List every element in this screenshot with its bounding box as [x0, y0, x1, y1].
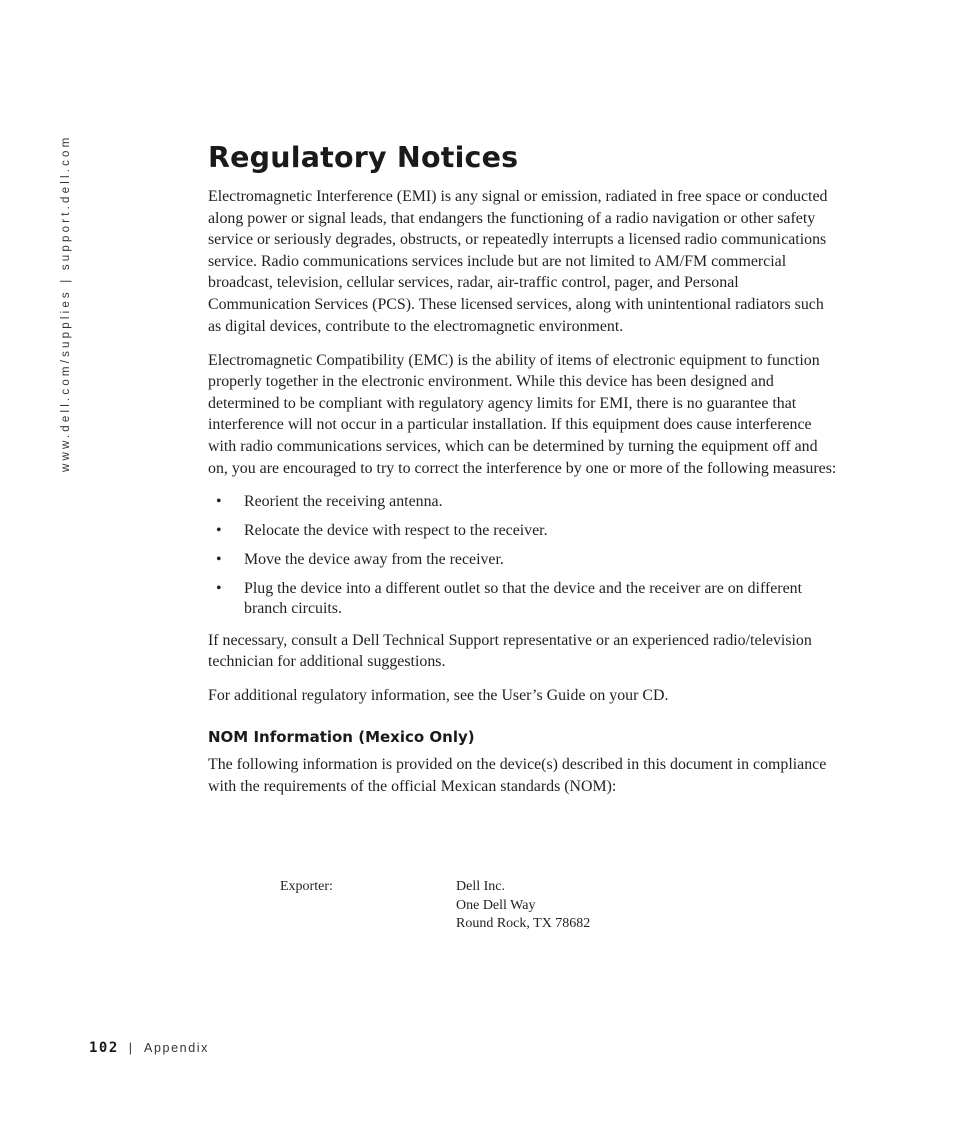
bullet-icon: •	[216, 579, 222, 597]
bullet-icon: •	[216, 492, 222, 510]
list-item-text: Reorient the receiving antenna.	[244, 492, 443, 510]
exporter-label: Exporter:	[280, 879, 333, 894]
bullet-icon: •	[216, 521, 222, 539]
page-title: Regulatory Notices	[208, 141, 519, 174]
main-content	[208, 138, 838, 810]
footer-section-name: Appendix	[144, 1041, 209, 1055]
bullet-icon: •	[216, 550, 222, 568]
exporter-address-line: One Dell Way	[456, 897, 536, 913]
list-item-text: Plug the device into a different outlet so that the device and the receiver are on different branch circuits.	[244, 579, 803, 618]
measures-list	[208, 492, 838, 620]
list-item	[208, 579, 838, 620]
nom-intro-paragraph: The following information is provided on the device(s) described in this document in compliance with the requirements of the official Mexican standards (NOM):	[208, 756, 827, 795]
nom-heading: NOM Information (Mexico Only)	[208, 728, 475, 746]
footer-separator: |	[128, 1041, 133, 1055]
emi-paragraph: Electromagnetic Interference (EMI) is any signal or emission, radiated in free space or conducted along power or signal leads, that endangers the functioning of a radio navigation or other safety service or seriously degrades, obstructs, or repeatedly interrupts a licensed radio communications service. Radio communications services include but are not limited to AM/FM commercial broadcast, television, cellular services, radar, air-traffic control, pager, and Personal Communication Services (PCS). These licensed services, along with unintentional radiators such as digital devices, contribute to the electromagnetic environment.	[208, 188, 828, 335]
emc-paragraph: Electromagnetic Compatibility (EMC) is the ability of items of electronic equipment to function properly together in the electronic environment. While this device has been designed and determined to be compliant with regulatory agency limits for EMI, there is no guarantee that interference will not occur in a particular installation. If this equipment does cause interference with radio communications services, which can be determined by turning the equipment off and on, you are encouraged to try to correct the interference by one or more of the following measures:	[208, 351, 837, 477]
exporter-address	[456, 878, 590, 934]
list-item-text: Move the device away from the receiver.	[244, 550, 504, 568]
page-number: 102	[89, 1040, 119, 1056]
additional-info-paragraph: For additional regulatory information, see the User’s Guide on your CD.	[208, 687, 669, 705]
sidebar-url-text: www.dell.com/supplies | support.dell.com	[60, 134, 72, 472]
exporter-address-line: Dell Inc.	[456, 879, 505, 894]
page-footer	[89, 1040, 209, 1056]
list-item	[208, 492, 838, 513]
list-item	[208, 550, 838, 571]
list-item	[208, 521, 838, 542]
list-item-text: Relocate the device with respect to the receiver.	[244, 521, 548, 539]
exporter-address-line: Round Rock, TX 78682	[456, 916, 591, 931]
consult-paragraph: If necessary, consult a Dell Technical Support representative or an experienced radio/television technician for additional suggestions.	[208, 631, 812, 671]
